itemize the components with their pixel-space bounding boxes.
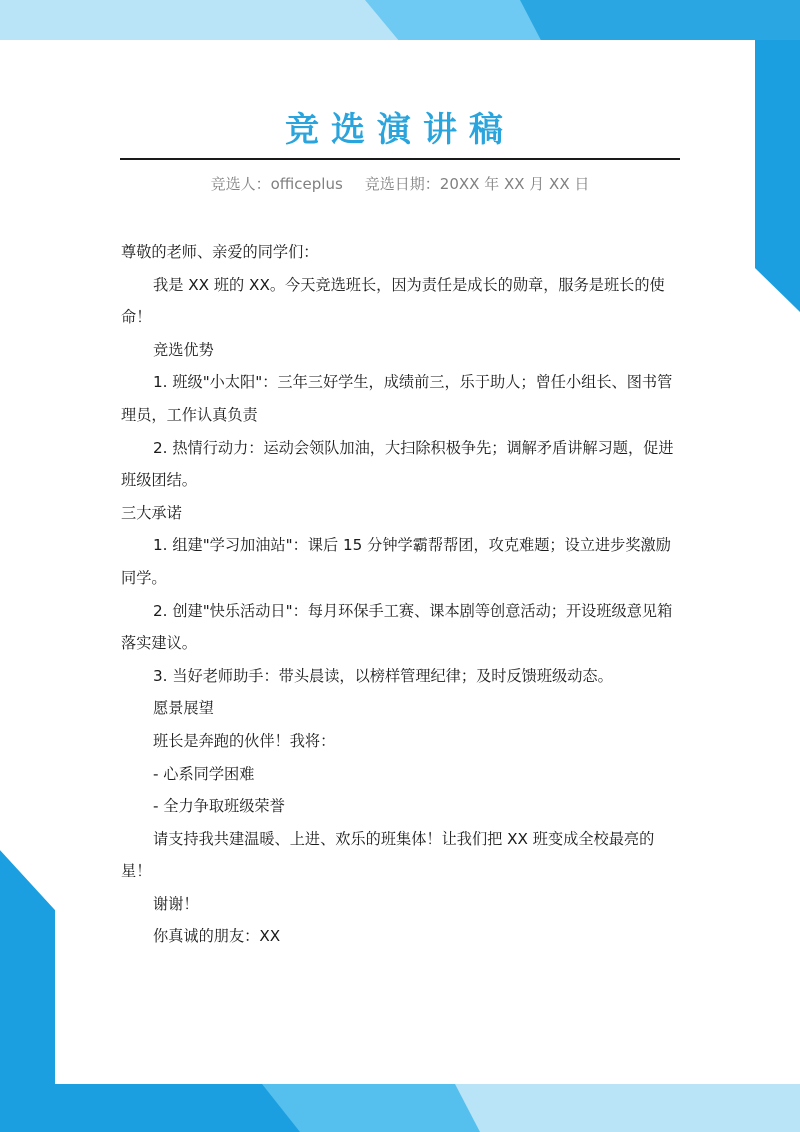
document-title: 竞选演讲稿 (285, 110, 515, 150)
advantage-item: 2. 热情行动力：运动会领队加油，大扫除积极争先；调解矛盾讲解习题，促进班级团结。 (121, 438, 674, 490)
advantages-heading: 竞选优势 (153, 340, 214, 359)
greeting: 尊敬的老师、亲爱的同学们： (121, 243, 319, 261)
promise-item: 1. 组建"学习加油站"：课后 15 分钟学霸帮帮团，攻克难题；设立进步奖激励同学。 (121, 536, 671, 587)
election-date: 竞选日期：20XX 年 XX 月 XX 日 (364, 175, 590, 193)
vision-heading: 愿景展望 (153, 699, 214, 718)
signature-line: 你真诚的朋友：XX (153, 927, 281, 946)
vision-list-item: - 全力争取班级荣誉 (153, 797, 285, 816)
thanks-line: 谢谢！ (153, 894, 199, 913)
promise-item: 3. 当好老师助手：带头晨读，以榜样管理纪律；及时反馈班级动态。 (153, 666, 613, 685)
document-meta (120, 172, 680, 196)
candidate-label: 竞选人：officeplus (210, 175, 343, 193)
promise-item: 2. 创建"快乐活动日"：每月环保手工赛、课本剧等创意活动；开设班级意见箱落实建议。 (121, 601, 673, 653)
closing-paragraph: 请支持我共建温暖、上进、欢乐的班集体！让我们把 XX 班变成全校最亮的星！ (121, 829, 655, 881)
vision-list-item: - 心系同学困难 (153, 764, 255, 783)
intro-paragraph: 我是 XX 班的 XX。今天竞选班长，因为责任是成长的勋章，服务是班长的使命！ (121, 275, 665, 327)
advantage-item: 1. 班级"小太阳"：三年三好学生，成绩前三，乐于助人；曾任小组长、图书管理员，工作认真负责 (121, 373, 673, 424)
promises-heading: 三大承诺 (121, 503, 182, 522)
speech-body (121, 236, 681, 953)
title-divider (120, 158, 680, 160)
vision-intro: 班长是奔跑的伙伴！我将： (153, 731, 336, 750)
